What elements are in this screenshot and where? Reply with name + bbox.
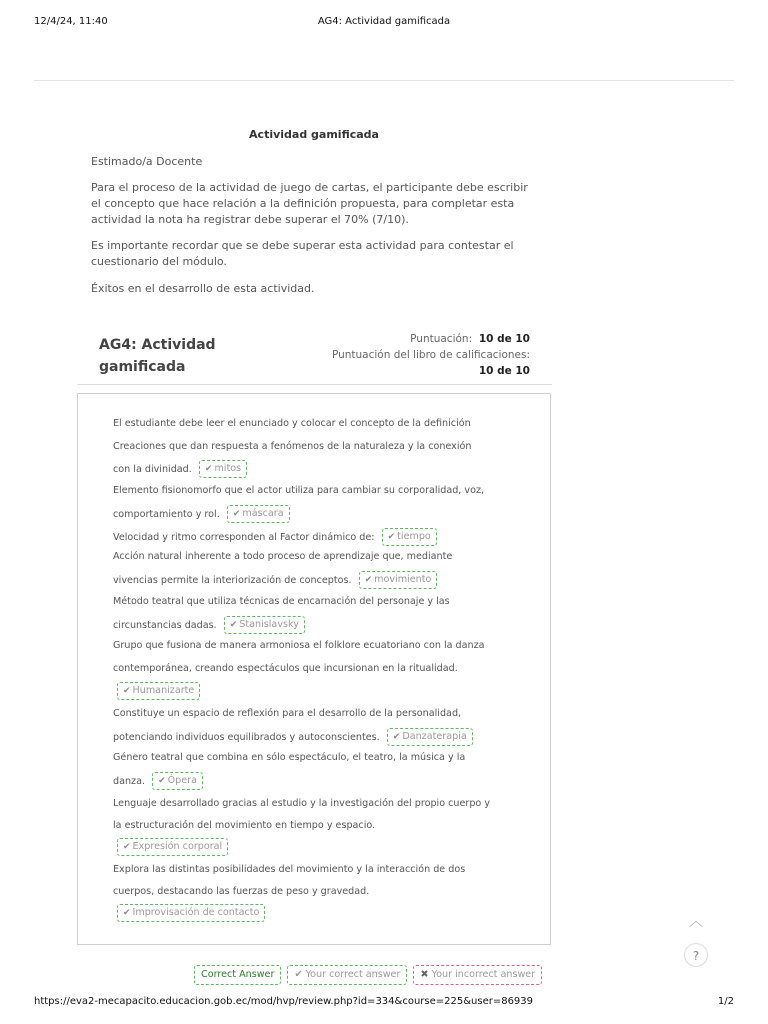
answer-9-text: Expresión corporal [132, 841, 223, 852]
question-6-answer-line [113, 682, 200, 700]
question-5-text: circunstancias dadas. [113, 620, 217, 631]
check-icon: ✔ [392, 732, 401, 742]
question-1-text: con la divinidad. [113, 464, 192, 475]
question-9-line-2: la estructuración del movimiento en tiempo y espacio. [113, 820, 376, 831]
divider [34, 80, 734, 81]
check-icon: ✔ [123, 908, 131, 918]
question-2-line-1: Elemento fisionomorfo que el actor utiliza para cambiar su corporalidad, voz, [113, 485, 485, 496]
answer-6-text: Humanizarte [132, 685, 195, 696]
answer-legend [194, 965, 545, 985]
legend-your-correct-answer [287, 965, 407, 985]
question-icon[interactable]: ? [684, 943, 708, 967]
answer-8 [152, 772, 203, 790]
question-4-line-1: Acción natural inherente a todo proceso de aprendizaje que, mediante [113, 551, 453, 562]
question-1-line-2 [113, 460, 247, 478]
answer-8-text: Ópera [167, 775, 197, 786]
gradebook-label: Puntuación del libro de calificaciones: [331, 349, 530, 361]
question-5-line-1: Método teatral que utiliza técnicas de encarnación del personaje y las [113, 596, 450, 607]
answer-1-text: mitos [214, 463, 242, 474]
divider [77, 384, 552, 385]
print-header [34, 16, 734, 30]
check-icon: ✔ [123, 842, 131, 852]
answer-10 [117, 904, 265, 922]
activity-title [99, 334, 249, 378]
answer-9 [117, 838, 228, 856]
activity-title-line-2: gamificada [99, 359, 186, 375]
question-1-line-1: Creaciones que dan respuesta a fenómenos de la naturaleza y la conexión [113, 441, 472, 452]
check-icon: ✔ [232, 509, 241, 519]
print-title: AG4: Actividad gamificada [317, 16, 451, 27]
question-8-text: danza. [113, 776, 146, 787]
check-icon: ✔ [123, 686, 131, 696]
answer-4-text: movimiento [374, 574, 432, 585]
answer-5 [224, 616, 305, 634]
question-9-line-1: Lenguaje desarrollado gracias al estudio y la investigación del propio cuerpo y [113, 798, 491, 809]
intro-paragraph-1: Para el proceso de la actividad de juego de cartas, el participante debe escribir el concepto que hace relación a la definición propuesta, para completar esta actividad la nota ha registrar debe superar el 70% (7/10). [91, 181, 528, 226]
cross-icon: ✖ [420, 969, 429, 980]
answer-1 [199, 460, 247, 478]
legend-your-correct-text: Your correct answer [305, 969, 401, 980]
question-6-line-2: contemporánea, creando espectáculos que incursionan en la ritualidad. [113, 663, 458, 674]
question-10-line-1: Explora las distintas posibilidades del movimiento y la interacción de dos [113, 864, 466, 875]
answer-6 [117, 682, 200, 700]
question-8-line-2 [113, 772, 203, 790]
question-2-line-2 [113, 505, 290, 523]
activity-title-line-1: AG4: Actividad [99, 337, 216, 353]
legend-your-incorrect-answer [413, 965, 542, 985]
check-icon: ✔ [158, 776, 166, 786]
chevron-up-icon[interactable]: ︿ [689, 914, 703, 930]
question-10-line-2: cuerpos, destacando las fuerzas de peso y gravedad. [113, 886, 370, 897]
answer-7-text: Danzaterapia [402, 731, 467, 742]
answer-5-text: Stanislavsky [239, 619, 299, 630]
legend-correct-answer: Correct Answer [194, 965, 281, 985]
answer-2 [227, 505, 290, 523]
check-icon: ✔ [387, 532, 396, 542]
answer-10-text: Improvisación de contacto [132, 907, 260, 918]
question-3-text: Velocidad y ritmo corresponden al Factor dinámico de: [113, 532, 375, 543]
score-label: Puntuación: [410, 333, 473, 345]
answer-3-text: tiempo [397, 531, 431, 542]
question-9-answer-line [113, 838, 228, 856]
print-page-number: 1/2 [717, 996, 734, 1007]
answer-4 [359, 571, 438, 589]
question-2-text: comportamiento y rol. [113, 509, 220, 520]
instruction-text: El estudiante debe leer el enunciado y colocar el concepto de la definición [113, 418, 471, 429]
answer-3 [382, 528, 437, 546]
gradebook-value: 10 de 10 [478, 365, 530, 377]
question-10-answer-line [113, 904, 265, 922]
intro-title: Actividad gamificada [249, 128, 379, 141]
question-5-line-2 [113, 616, 305, 634]
answer-7 [387, 728, 473, 746]
legend-your-incorrect-text: Your incorrect answer [431, 969, 536, 980]
intro-closing: Éxitos en el desarrollo de esta actividad. [91, 282, 315, 295]
question-4-line-2 [113, 571, 437, 589]
question-6-line-1: Grupo que fusiona de manera armoniosa el folklore ecuatoriano con la danza [113, 640, 485, 651]
question-box [77, 393, 551, 945]
print-datetime: 12/4/24, 11:40 [34, 16, 108, 27]
question-7-line-1: Constituye un espacio de reflexión para el desarrollo de la personalidad, [113, 708, 462, 719]
question-8-line-1: Género teatral que combina en sólo espectáculo, el teatro, la música y la [113, 752, 466, 763]
check-icon: ✔ [204, 464, 213, 474]
score-value: 10 de 10 [478, 333, 530, 345]
check-icon: ✔ [294, 969, 303, 980]
intro-paragraph-2: Es importante recordar que se debe superar esta actividad para contestar el cuestionario del módulo. [91, 239, 514, 268]
print-url: https://eva2-mecapacito.educacion.gob.ec/mod/hvp/review.php?id=334&course=225&user=86939 [34, 996, 534, 1007]
intro-greeting: Estimado/a Docente [91, 155, 203, 168]
question-7-text: potenciando individuos equilibrados y autoconscientes. [113, 732, 380, 743]
score-panel [332, 331, 530, 379]
question-4-text: vivencias permite la interiorización de conceptos. [113, 575, 352, 586]
question-7-line-2 [113, 728, 473, 746]
check-icon: ✔ [229, 620, 238, 630]
answer-2-text: máscara [242, 508, 284, 519]
question-3-line-1 [113, 528, 437, 546]
check-icon: ✔ [364, 575, 373, 585]
